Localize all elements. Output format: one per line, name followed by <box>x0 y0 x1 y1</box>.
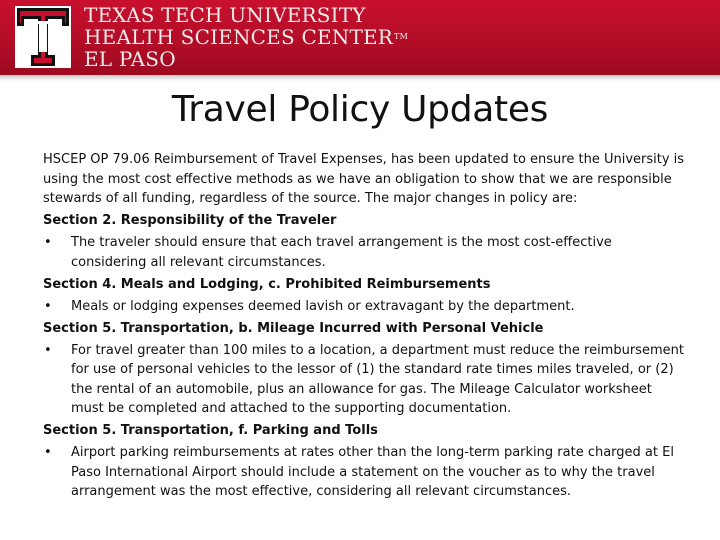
policy-content <box>43 150 688 504</box>
institution-line-1: TEXAS TECH UNIVERSITY <box>84 3 366 27</box>
institution-line-3: EL PASO <box>84 47 176 71</box>
institution-line-2 <box>84 26 408 48</box>
bullet-icon: • <box>44 298 52 314</box>
bullet-text: The traveler should ensure that each travel arrangement is the most cost-effective considering all relevant circumstances. <box>71 235 612 270</box>
section-heading: Section 5. Transportation, b. Mileage Incurred with Personal Vehicle <box>43 320 544 336</box>
header-banner <box>0 0 720 75</box>
section-heading: Section 4. Meals and Lodging, c. Prohibited Reimbursements <box>43 276 491 292</box>
bullet-item <box>43 341 688 419</box>
trademark-mark: TM <box>394 32 408 41</box>
section-heading: Section 5. Transportation, f. Parking and Tolls <box>43 423 378 438</box>
intro-paragraph: HSCEP OP 79.06 Reimbursement of Travel Expenses, has been updated to ensure the University is using the most cost effective methods as we have an obligation to show that we are responsible stewards of all funding, regardless of the source. The major changes in policy are: <box>43 152 685 206</box>
bullet-text: For travel greater than 100 miles to a location, a department must reduce the reimbursement for use of personal vehicles to the lessor of (1) the standard rate times miles traveled, or (2) the rental of an automobile, plus an allowance for gas. The Mileage Calculator worksheet must be completed and attached to the supporting documentation. <box>71 342 684 416</box>
bullet-item <box>43 233 688 272</box>
bullet-icon: • <box>44 235 52 250</box>
bullet-item <box>43 297 688 317</box>
banner-shadow <box>0 75 720 81</box>
section-heading: Section 2. Responsibility of the Traveler <box>43 213 337 228</box>
institution-line-2-text: HEALTH SCIENCES CENTER <box>84 25 394 49</box>
bullet-icon: • <box>44 445 52 460</box>
page-title: Travel Policy Updates <box>171 89 549 130</box>
bullet-item <box>43 443 688 502</box>
institution-name <box>84 4 408 70</box>
bullet-text: Airport parking reimbursements at rates other than the long-term parking rate charged at El Paso International Airport should include a statement on the voucher as to why the travel arrangement was the most effective, considering all relevant circumstances. <box>71 445 674 499</box>
bullet-icon: • <box>44 342 52 358</box>
bullet-text: Meals or lodging expenses deemed lavish or extravagant by the department. <box>71 298 575 314</box>
double-t-logo-icon <box>14 5 72 69</box>
